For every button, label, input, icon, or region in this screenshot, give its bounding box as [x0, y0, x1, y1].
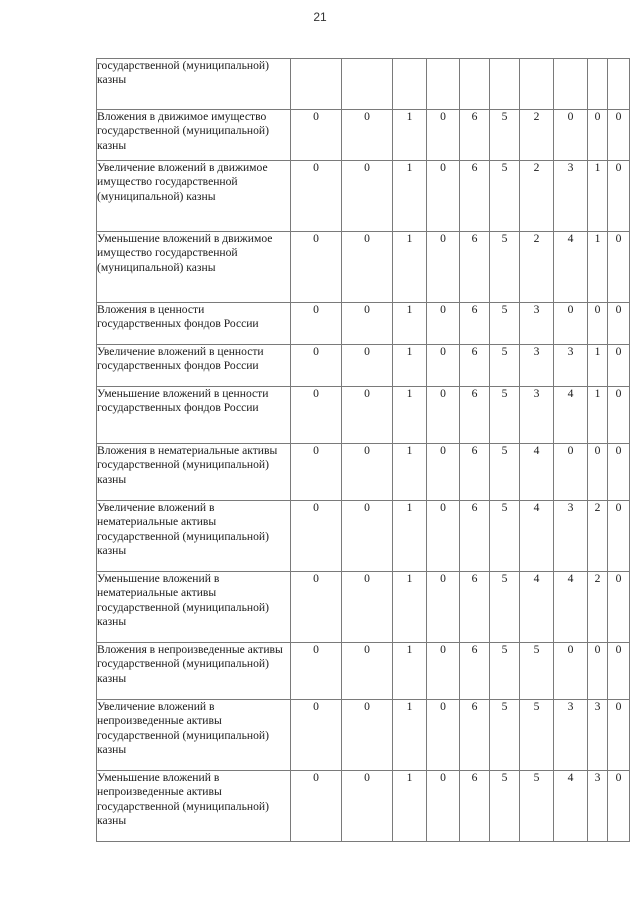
code-digit-cell: 0: [291, 643, 342, 700]
code-digit-cell: 0: [427, 771, 460, 842]
code-digit-cell: 2: [520, 232, 554, 303]
table-row: [97, 110, 630, 161]
code-digit-cell: 0: [291, 110, 342, 161]
code-digit-cell: 5: [490, 643, 520, 700]
code-digit-cell: 0: [608, 444, 630, 501]
code-digit-cell: 0: [427, 643, 460, 700]
code-digit-cell: 0: [608, 232, 630, 303]
code-digit-cell: [460, 59, 490, 110]
code-digit-cell: 6: [460, 161, 490, 232]
code-digit-cell: 4: [554, 572, 588, 643]
code-digit-cell: [520, 59, 554, 110]
code-digit-cell: 1: [588, 161, 608, 232]
code-digit-cell: 1: [393, 345, 427, 387]
code-digit-cell: 0: [342, 387, 393, 444]
code-digit-cell: 0: [291, 387, 342, 444]
code-digit-cell: 5: [490, 444, 520, 501]
code-digit-cell: 4: [554, 232, 588, 303]
code-digit-cell: 4: [520, 501, 554, 572]
code-digit-cell: 0: [608, 771, 630, 842]
row-label: Уменьшение вложений в ценности государственных фондов России: [97, 387, 291, 444]
row-label: Вложения в движимое имущество государственной (муниципальной) казны: [97, 110, 291, 161]
code-digit-cell: 0: [342, 572, 393, 643]
code-digit-cell: 5: [520, 771, 554, 842]
code-digit-cell: 0: [554, 643, 588, 700]
table-row: [97, 345, 630, 387]
code-digit-cell: 3: [588, 700, 608, 771]
code-digit-cell: 6: [460, 232, 490, 303]
code-digit-cell: 5: [490, 387, 520, 444]
code-digit-cell: 1: [393, 232, 427, 303]
row-label: Увеличение вложений в непроизведенные активы государственной (муниципальной) казны: [97, 700, 291, 771]
code-digit-cell: [608, 59, 630, 110]
table-row: [97, 387, 630, 444]
row-label: Увеличение вложений в ценности государственных фондов России: [97, 345, 291, 387]
table-row: [97, 444, 630, 501]
row-label: Увеличение вложений в движимое имущество государственной (муниципальной) казны: [97, 161, 291, 232]
code-digit-cell: 0: [608, 345, 630, 387]
code-digit-cell: 0: [427, 387, 460, 444]
code-digit-cell: 2: [520, 161, 554, 232]
code-digit-cell: 0: [291, 444, 342, 501]
code-digit-cell: 1: [393, 110, 427, 161]
code-digit-cell: 0: [291, 232, 342, 303]
code-digit-cell: 0: [342, 771, 393, 842]
code-digit-cell: [554, 59, 588, 110]
code-digit-cell: 3: [554, 501, 588, 572]
code-digit-cell: 5: [490, 303, 520, 345]
account-codes-table: [96, 58, 630, 842]
code-digit-cell: 6: [460, 303, 490, 345]
code-digit-cell: 0: [608, 643, 630, 700]
code-digit-cell: 5: [490, 572, 520, 643]
code-digit-cell: 2: [520, 110, 554, 161]
code-digit-cell: 0: [342, 161, 393, 232]
code-digit-cell: 0: [427, 700, 460, 771]
code-digit-cell: 0: [342, 643, 393, 700]
row-label: Уменьшение вложений в движимое имущество государственной (муниципальной) казны: [97, 232, 291, 303]
code-digit-cell: 5: [490, 345, 520, 387]
code-digit-cell: 0: [588, 110, 608, 161]
code-digit-cell: 5: [490, 110, 520, 161]
code-digit-cell: 5: [490, 700, 520, 771]
code-digit-cell: 3: [520, 303, 554, 345]
code-digit-cell: 0: [588, 303, 608, 345]
code-digit-cell: 0: [342, 345, 393, 387]
code-digit-cell: 5: [490, 232, 520, 303]
code-digit-cell: 1: [393, 643, 427, 700]
code-digit-cell: 0: [608, 572, 630, 643]
code-digit-cell: 0: [291, 501, 342, 572]
code-digit-cell: 6: [460, 771, 490, 842]
code-digit-cell: 1: [393, 572, 427, 643]
code-digit-cell: 1: [393, 387, 427, 444]
code-digit-cell: 3: [588, 771, 608, 842]
code-digit-cell: 1: [393, 700, 427, 771]
code-digit-cell: 0: [608, 110, 630, 161]
code-digit-cell: 0: [608, 387, 630, 444]
code-digit-cell: 1: [588, 387, 608, 444]
table-row: [97, 303, 630, 345]
code-digit-cell: 0: [427, 444, 460, 501]
code-digit-cell: 0: [427, 110, 460, 161]
code-digit-cell: 0: [427, 232, 460, 303]
table-row: [97, 232, 630, 303]
code-digit-cell: [588, 59, 608, 110]
code-digit-cell: 1: [588, 345, 608, 387]
code-digit-cell: 0: [342, 501, 393, 572]
code-digit-cell: 3: [554, 161, 588, 232]
code-digit-cell: 4: [520, 444, 554, 501]
code-digit-cell: [490, 59, 520, 110]
code-digit-cell: 0: [342, 444, 393, 501]
code-digit-cell: 0: [291, 345, 342, 387]
code-digit-cell: 0: [342, 700, 393, 771]
table-row: [97, 700, 630, 771]
code-digit-cell: 0: [342, 110, 393, 161]
row-label: Увеличение вложений в нематериальные активы государственной (муниципальной) казны: [97, 501, 291, 572]
code-digit-cell: [291, 59, 342, 110]
code-digit-cell: 5: [520, 643, 554, 700]
code-digit-cell: 5: [490, 161, 520, 232]
code-digit-cell: 3: [554, 700, 588, 771]
row-label: Уменьшение вложений в непроизведенные активы государственной (муниципальной) казны: [97, 771, 291, 842]
table-row: [97, 501, 630, 572]
code-digit-cell: 5: [490, 771, 520, 842]
code-digit-cell: 1: [393, 771, 427, 842]
code-digit-cell: 1: [393, 501, 427, 572]
code-digit-cell: 6: [460, 387, 490, 444]
code-digit-cell: 4: [520, 572, 554, 643]
code-digit-cell: 5: [520, 700, 554, 771]
code-digit-cell: [427, 59, 460, 110]
code-digit-cell: 0: [342, 232, 393, 303]
code-digit-cell: 0: [291, 700, 342, 771]
code-digit-cell: 5: [490, 501, 520, 572]
code-digit-cell: [393, 59, 427, 110]
code-digit-cell: 6: [460, 345, 490, 387]
row-label: Вложения в нематериальные активы государственной (муниципальной) казны: [97, 444, 291, 501]
code-digit-cell: 1: [393, 303, 427, 345]
code-digit-cell: [342, 59, 393, 110]
code-digit-cell: 0: [608, 501, 630, 572]
row-label: государственной (муниципальной) казны: [97, 59, 291, 110]
code-digit-cell: 6: [460, 501, 490, 572]
code-digit-cell: 0: [608, 700, 630, 771]
code-digit-cell: 1: [393, 161, 427, 232]
code-digit-cell: 0: [427, 572, 460, 643]
code-digit-cell: 2: [588, 572, 608, 643]
code-digit-cell: 0: [291, 771, 342, 842]
code-digit-cell: 6: [460, 572, 490, 643]
code-digit-cell: 0: [427, 345, 460, 387]
code-digit-cell: 4: [554, 771, 588, 842]
page-number: 21: [313, 10, 327, 24]
row-label: Уменьшение вложений в нематериальные активы государственной (муниципальной) казны: [97, 572, 291, 643]
table-row: [97, 771, 630, 842]
code-digit-cell: 0: [588, 643, 608, 700]
code-digit-cell: 1: [393, 444, 427, 501]
row-label: Вложения в непроизведенные активы государственной (муниципальной) казны: [97, 643, 291, 700]
code-digit-cell: 2: [588, 501, 608, 572]
table-row: [97, 643, 630, 700]
code-digit-cell: 0: [427, 501, 460, 572]
code-digit-cell: 0: [291, 303, 342, 345]
code-digit-cell: 0: [427, 161, 460, 232]
table-row: [97, 572, 630, 643]
code-digit-cell: 0: [608, 161, 630, 232]
table-row: [97, 59, 630, 110]
code-digit-cell: 6: [460, 444, 490, 501]
code-digit-cell: 0: [291, 161, 342, 232]
row-label: Вложения в ценности государственных фондов России: [97, 303, 291, 345]
code-digit-cell: 3: [520, 345, 554, 387]
code-digit-cell: 3: [520, 387, 554, 444]
code-digit-cell: 6: [460, 700, 490, 771]
code-digit-cell: 4: [554, 387, 588, 444]
code-digit-cell: 0: [554, 110, 588, 161]
table-row: [97, 161, 630, 232]
code-digit-cell: 0: [608, 303, 630, 345]
code-digit-cell: 0: [554, 303, 588, 345]
code-digit-cell: 0: [588, 444, 608, 501]
code-digit-cell: 0: [342, 303, 393, 345]
code-digit-cell: 0: [427, 303, 460, 345]
code-digit-cell: 1: [588, 232, 608, 303]
code-digit-cell: 0: [554, 444, 588, 501]
code-digit-cell: 0: [291, 572, 342, 643]
code-digit-cell: 3: [554, 345, 588, 387]
code-digit-cell: 6: [460, 110, 490, 161]
code-digit-cell: 6: [460, 643, 490, 700]
